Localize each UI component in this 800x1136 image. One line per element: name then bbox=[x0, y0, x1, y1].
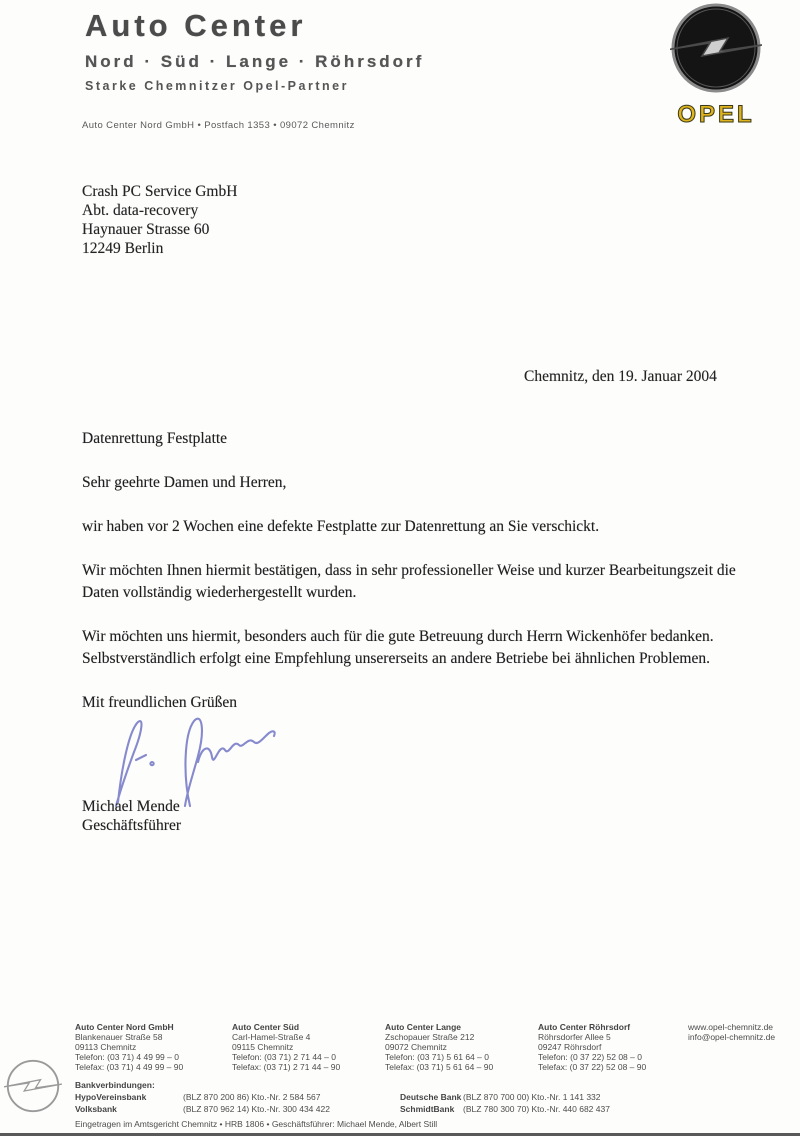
closing-phrase: Mit freundlichen Grüßen bbox=[82, 694, 237, 711]
sender-return-address: Auto Center Nord GmbH • Postfach 1353 • 09072 Chemnitz bbox=[82, 120, 355, 131]
bank-name: Volksbank bbox=[75, 1104, 117, 1114]
opel-blitz-icon bbox=[670, 81, 762, 98]
office-street: Blankenauer Straße 58 bbox=[75, 1032, 163, 1042]
brand-locations: Nord · Süd · Lange · Röhrsdorf bbox=[85, 52, 425, 71]
office-phone: Telefon: (03 71) 2 71 44 – 0 bbox=[232, 1052, 336, 1062]
recipient-department: Abt. data-recovery bbox=[82, 202, 199, 219]
footer bbox=[0, 1018, 800, 1136]
opel-wordmark: OPEL bbox=[677, 101, 755, 128]
office-name: Auto Center Lange bbox=[385, 1022, 462, 1032]
brand-wordmark: Auto Center bbox=[85, 8, 307, 43]
email-address: info@opel-chemnitz.de bbox=[688, 1032, 776, 1042]
office-name: Auto Center Nord GmbH bbox=[75, 1022, 174, 1032]
office-phone: Telefon: (0 37 22) 52 08 – 0 bbox=[538, 1052, 642, 1062]
signer-name: Michael Mende bbox=[82, 798, 180, 815]
office-fax: Telefax: (03 71) 2 71 44 – 90 bbox=[232, 1062, 341, 1072]
recipient-street: Haynauer Strasse 60 bbox=[82, 221, 210, 238]
office-fax: Telefax: (03 71) 5 61 64 – 90 bbox=[385, 1062, 494, 1072]
office-name: Auto Center Süd bbox=[232, 1022, 300, 1032]
recipient-company: Crash PC Service GmbH bbox=[82, 183, 238, 200]
bank-details: (BLZ 780 300 70) Kto.-Nr. 440 682 437 bbox=[463, 1104, 610, 1114]
office-street: Zschopauer Straße 212 bbox=[385, 1032, 475, 1042]
office-city: 09247 Röhrsdorf bbox=[538, 1042, 602, 1052]
office-city: 09113 Chemnitz bbox=[75, 1042, 137, 1052]
bank-name: Deutsche Bank bbox=[400, 1092, 462, 1102]
office-fax: Telefax: (03 71) 4 49 99 – 90 bbox=[75, 1062, 184, 1072]
recipient-city: 12249 Berlin bbox=[82, 240, 164, 257]
brand-tagline: Starke Chemnitzer Opel-Partner bbox=[85, 79, 349, 93]
subject-line: Datenrettung Festplatte bbox=[82, 430, 228, 447]
office-sued bbox=[232, 1022, 382, 1072]
paragraph-1: wir haben vor 2 Wochen eine defekte Festplatte zur Datenrettung an Sie verschickt. bbox=[82, 518, 600, 535]
bank-name: HypoVereinsbank bbox=[75, 1092, 147, 1102]
bank-details: (BLZ 870 200 86) Kto.-Nr. 2 584 567 bbox=[183, 1092, 321, 1102]
office-phone: Telefon: (03 71) 4 49 99 – 0 bbox=[75, 1052, 179, 1062]
paragraph-3: Wir möchten uns hiermit, besonders auch für die gute Betreuung durch Herrn Wickenhöfer bedanken. Selbstverständlich erfolgt eine Empfehlung unsererseits an andere Betriebe bei ähnlichen Problemen. bbox=[82, 628, 714, 667]
office-phone: Telefon: (03 71) 5 61 64 – 0 bbox=[385, 1052, 489, 1062]
recipient-address bbox=[82, 182, 237, 258]
website-url: www.opel-chemnitz.de bbox=[688, 1022, 774, 1032]
signer-title: Geschäftsführer bbox=[82, 817, 181, 834]
bank-heading: Bankverbindungen: bbox=[75, 1080, 155, 1090]
office-fax: Telefax: (0 37 22) 52 08 – 90 bbox=[538, 1062, 647, 1072]
letter-body bbox=[82, 428, 754, 736]
office-city: 09072 Chemnitz bbox=[385, 1042, 447, 1052]
office-city: 09115 Chemnitz bbox=[232, 1042, 294, 1052]
bank-details: (BLZ 870 700 00) Kto.-Nr. 1 141 332 bbox=[463, 1092, 601, 1102]
office-name: Auto Center Röhrsdorf bbox=[538, 1022, 631, 1032]
web-contact bbox=[688, 1022, 775, 1042]
bank-details: (BLZ 870 962 14) Kto.-Nr. 300 434 422 bbox=[183, 1104, 330, 1114]
office-lange bbox=[385, 1022, 535, 1072]
signer-block bbox=[82, 797, 181, 835]
salutation: Sehr geehrte Damen und Herren, bbox=[82, 474, 287, 491]
bank-name: SchmidtBank bbox=[400, 1104, 455, 1114]
opel-logo bbox=[668, 2, 764, 129]
registration-line: Eingetragen im Amtsgericht Chemnitz • HRB 1806 • Geschäftsführer: Michael Mende, Albert Still bbox=[75, 1119, 438, 1129]
office-street: Röhrsdorfer Allee 5 bbox=[538, 1032, 611, 1042]
dateline: Chemnitz, den 19. Januar 2004 bbox=[524, 368, 717, 385]
office-nord bbox=[75, 1022, 225, 1072]
office-street: Carl-Hamel-Straße 4 bbox=[232, 1032, 311, 1042]
office-roehrsdorf bbox=[538, 1022, 688, 1072]
paragraph-2: Wir möchten Ihnen hiermit bestätigen, dass in sehr professioneller Weise und kurzer Bearbeitungszeit die Daten vollständig wiederhergestellt wurden. bbox=[82, 562, 736, 601]
